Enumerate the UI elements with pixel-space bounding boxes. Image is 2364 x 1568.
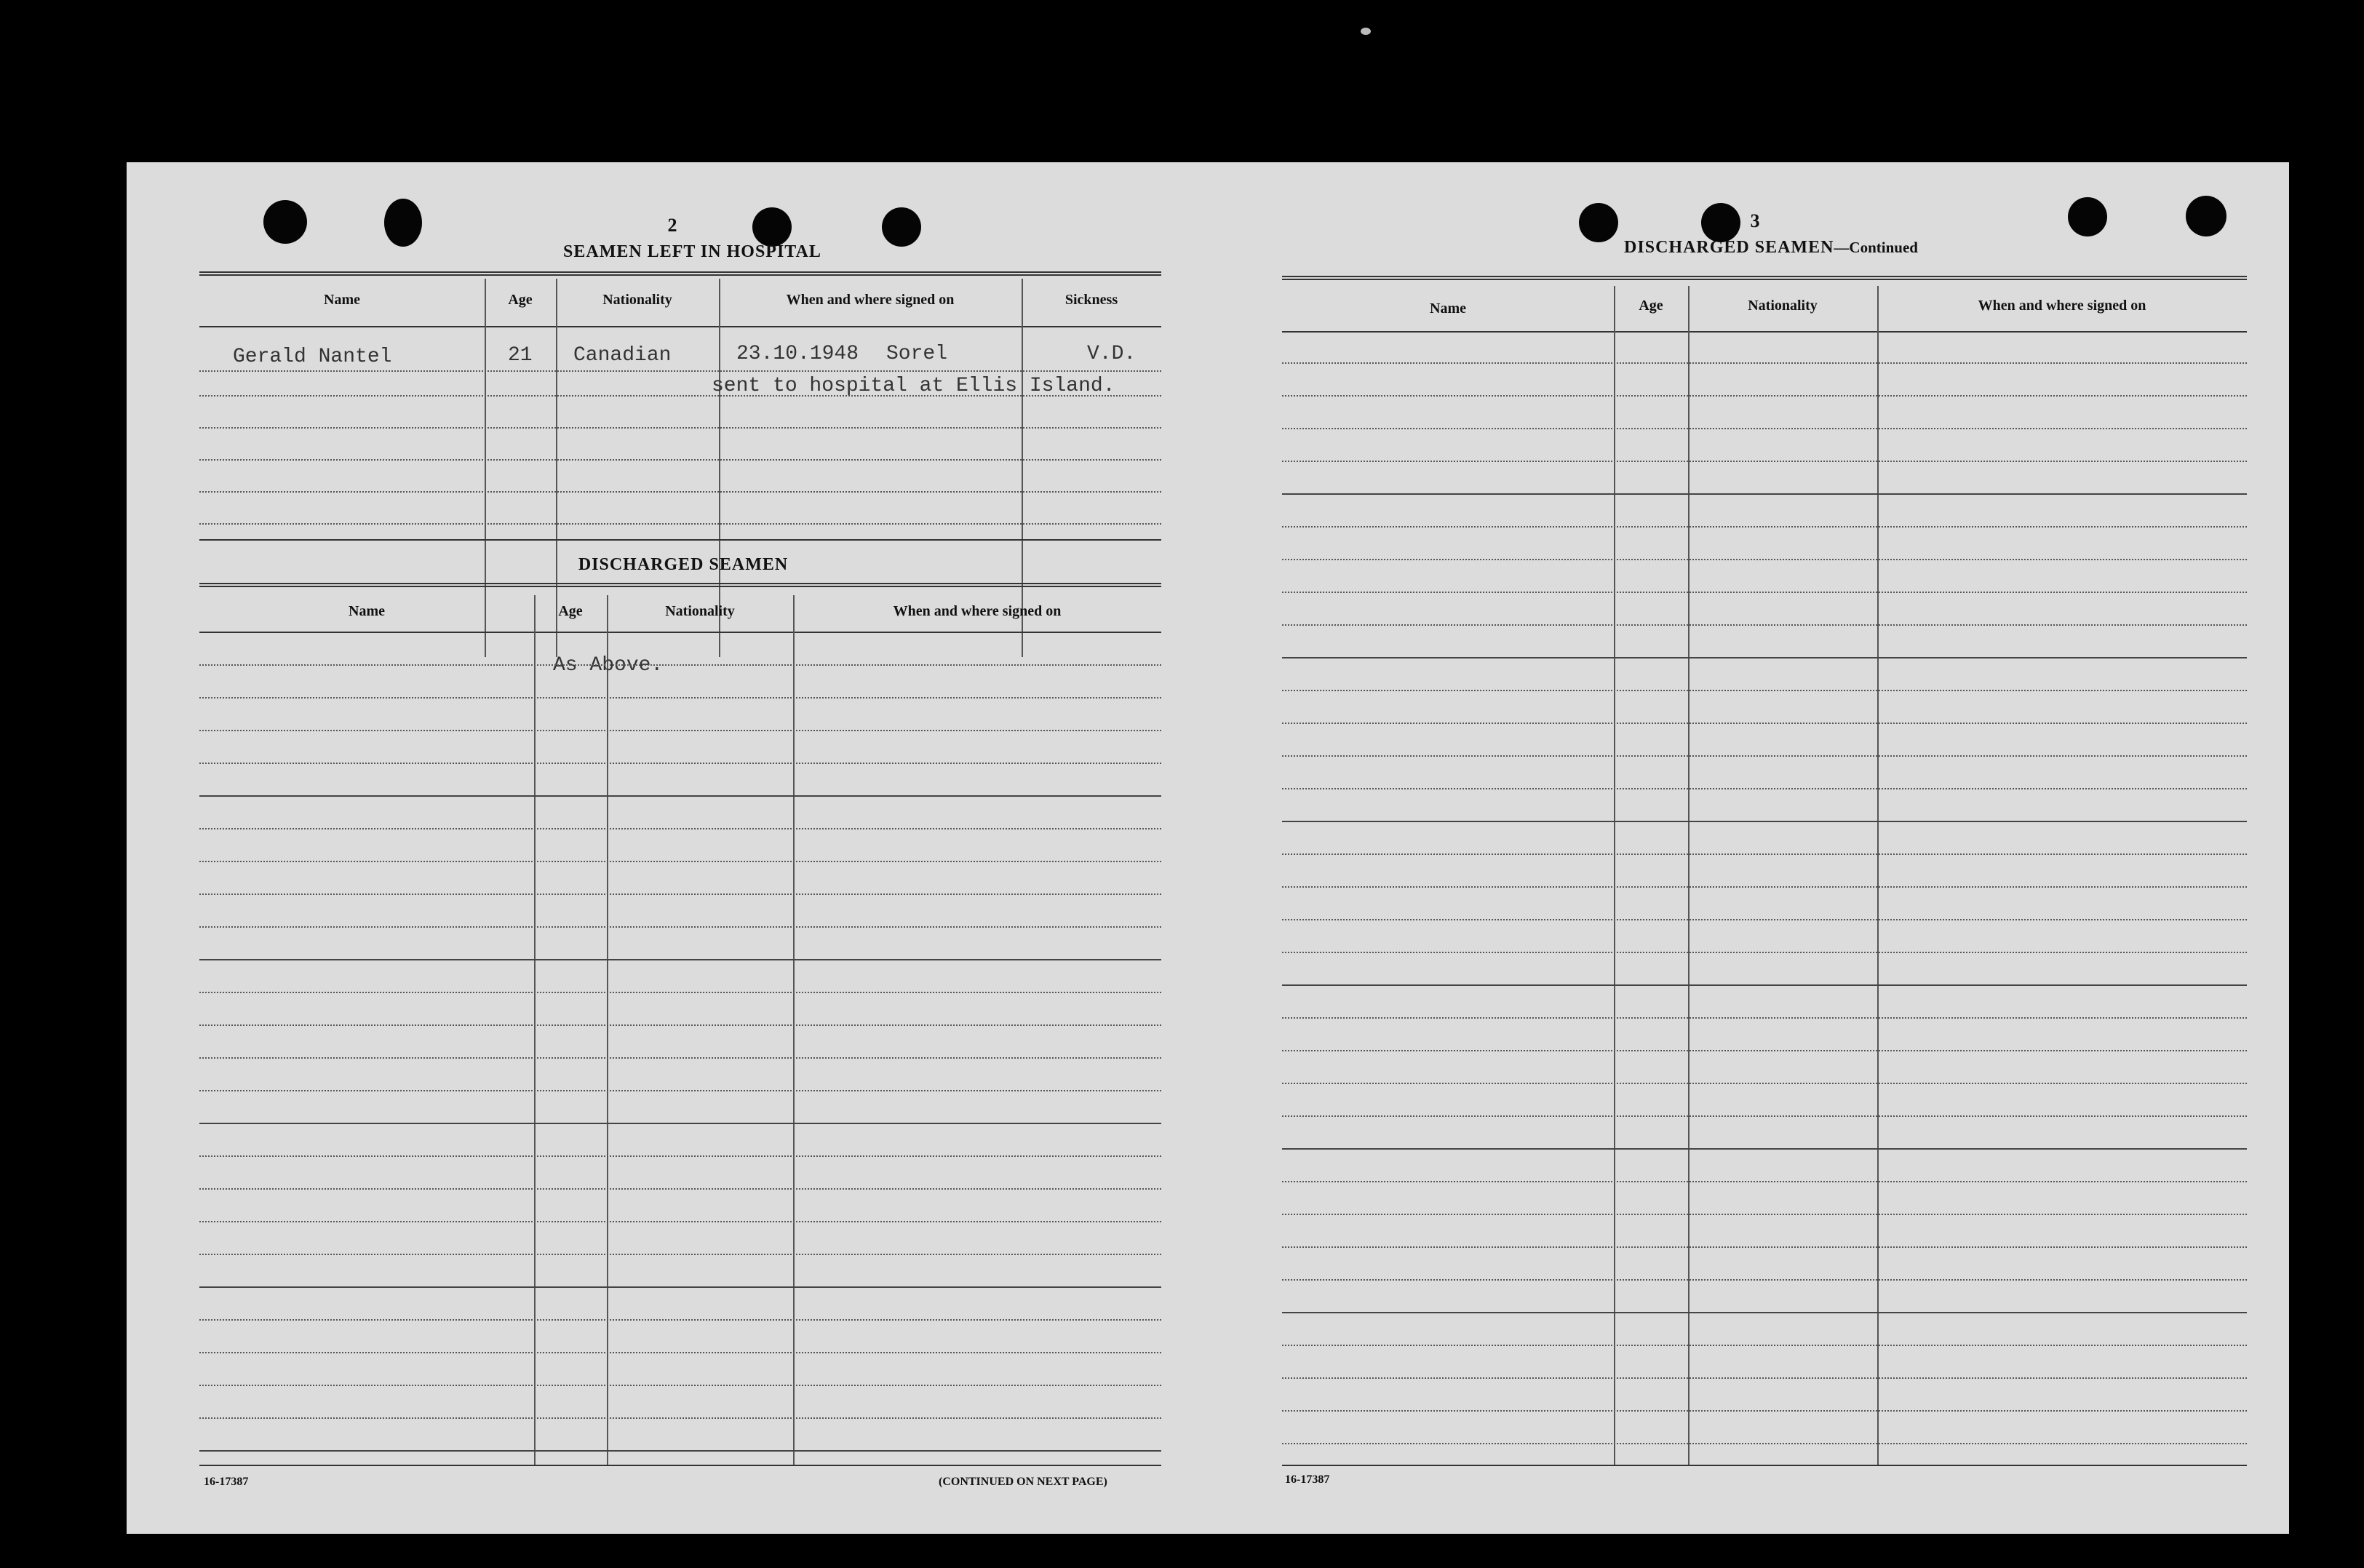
col-header-age: Age: [1639, 298, 1663, 314]
col-header-name: Name: [324, 292, 360, 308]
punch-hole: [263, 200, 307, 244]
table-row: [1282, 886, 2247, 888]
left-page: [127, 162, 1218, 1534]
table-row: [199, 1123, 1161, 1124]
table-row: [199, 1286, 1161, 1288]
entry-signed-on-date: 23.10.1948: [736, 343, 859, 365]
table-bottom-rule: [199, 539, 1161, 541]
table-row: [199, 992, 1161, 993]
table-row: [199, 1352, 1161, 1353]
table-row: [199, 697, 1161, 699]
table-row: [1282, 362, 2247, 364]
punch-hole: [752, 207, 792, 247]
punch-hole: [1701, 203, 1740, 242]
table-row: [1282, 1312, 2247, 1313]
table-row: [1282, 690, 2247, 691]
column-divider: [556, 279, 557, 657]
col-header-name: Name: [349, 603, 385, 619]
form-number: 16-17387: [204, 1476, 249, 1488]
table-row: [1282, 984, 2247, 986]
table-row: [199, 730, 1161, 731]
table-row: [199, 1221, 1161, 1222]
table-row: [1282, 526, 2247, 528]
table-row: [1282, 657, 2247, 658]
table-row: [1282, 559, 2247, 560]
col-header-nationality: Nationality: [1748, 298, 1818, 314]
entry-age: 21: [508, 344, 533, 367]
table-row: [199, 491, 1161, 493]
discharged-entry-note: As Above.: [553, 654, 664, 677]
top-speck: [1361, 28, 1371, 35]
table-row: [199, 370, 1161, 372]
table-row: [199, 795, 1161, 797]
table-row: [199, 861, 1161, 862]
table-bottom-rule: [1282, 1465, 2247, 1466]
table-row: [1282, 1083, 2247, 1084]
column-divider: [534, 595, 536, 1465]
table-row: [199, 1417, 1161, 1419]
table-row: [199, 427, 1161, 429]
column-divider: [485, 279, 486, 657]
title-suffix: —Continued: [1834, 239, 1918, 256]
table-row: [1282, 395, 2247, 397]
table-row: [199, 1024, 1161, 1026]
table-row: [199, 1385, 1161, 1386]
title-text: DISCHARGED SEAMEN: [1624, 238, 1834, 257]
entry-signed-on-place: Sorel: [886, 343, 948, 365]
header-rule: [199, 326, 1161, 327]
discharged-continued-title: [1611, 238, 1931, 258]
entry-name: Gerald Nantel: [233, 346, 392, 368]
table-row: [199, 1188, 1161, 1190]
col-header-nationality: Nationality: [602, 292, 672, 308]
col-header-nationality: Nationality: [665, 603, 735, 619]
form-number: 16-17387: [1285, 1473, 1330, 1486]
table-row: [1282, 1246, 2247, 1248]
table-row: [1282, 952, 2247, 953]
column-divider: [719, 279, 720, 657]
entry-sickness: V.D.: [1087, 343, 1137, 365]
page-number: 3: [1750, 210, 1760, 231]
right-page: [1218, 162, 2289, 1534]
table-row: [199, 828, 1161, 829]
column-divider: [1877, 286, 1879, 1465]
table-row: [199, 1254, 1161, 1255]
col-header-age: Age: [508, 292, 533, 308]
column-divider: [793, 595, 795, 1465]
table-row: [199, 763, 1161, 764]
table-row: [1282, 493, 2247, 495]
table-row: [1282, 1148, 2247, 1150]
table-row: [1282, 788, 2247, 789]
table-row: [1282, 723, 2247, 724]
column-divider: [1688, 286, 1690, 1465]
table-row: [1282, 1443, 2247, 1444]
column-divider: [1022, 279, 1023, 657]
table-row: [1282, 461, 2247, 462]
table-row: [1282, 624, 2247, 626]
table-row: [1282, 1410, 2247, 1412]
table-row: [1282, 1377, 2247, 1379]
discharged-section-title: DISCHARGED SEAMEN: [578, 555, 789, 574]
punch-hole: [384, 199, 422, 247]
table-row: [1282, 1050, 2247, 1051]
table-row: [1282, 1017, 2247, 1019]
hospital-section-title: SEAMEN LEFT IN HOSPITAL: [563, 242, 821, 261]
entry-nationality: Canadian: [573, 344, 672, 367]
table-row: [1282, 1279, 2247, 1281]
col-header-when-where: When and where signed on: [893, 603, 1062, 619]
punch-hole: [2068, 197, 2107, 236]
table-row: [1282, 1115, 2247, 1117]
table-row: [199, 926, 1161, 928]
table-top-rule: [1282, 276, 2247, 280]
column-divider: [1614, 286, 1615, 1465]
col-header-age: Age: [558, 603, 583, 619]
header-rule: [199, 632, 1161, 633]
table-row: [1282, 755, 2247, 757]
table-row: [1282, 592, 2247, 593]
table-row: [1282, 1345, 2247, 1346]
table-row: [199, 523, 1161, 525]
punch-hole: [882, 207, 921, 247]
table-top-rule: [199, 583, 1161, 587]
page-number: 2: [667, 215, 677, 236]
table-row: [1282, 428, 2247, 429]
table-bottom-rule: [199, 1465, 1161, 1466]
table-row: [199, 1155, 1161, 1157]
table-row: [1282, 1214, 2247, 1215]
ledger-sheet: [127, 162, 2289, 1534]
punch-hole: [2186, 196, 2226, 236]
table-row: [199, 459, 1161, 461]
table-row: [199, 664, 1161, 666]
table-top-rule: [199, 271, 1161, 276]
column-divider: [607, 595, 608, 1465]
col-header-when-where: When and where signed on: [786, 292, 955, 308]
table-row: [199, 1057, 1161, 1059]
col-header-when-where: When and where signed on: [1978, 298, 2146, 314]
col-header-name: Name: [1430, 301, 1466, 317]
table-row: [1282, 1181, 2247, 1182]
table-row: [199, 1319, 1161, 1321]
table-row: [199, 894, 1161, 895]
entry-note: sent to hospital at Ellis Island.: [712, 375, 1115, 397]
table-row: [199, 1090, 1161, 1091]
table-row: [1282, 919, 2247, 920]
table-row: [1282, 821, 2247, 822]
continued-note: (CONTINUED ON NEXT PAGE): [939, 1476, 1107, 1488]
table-row: [1282, 853, 2247, 855]
punch-hole: [1579, 203, 1618, 242]
table-row: [199, 959, 1161, 960]
col-header-sickness: Sickness: [1064, 292, 1118, 308]
header-rule: [1282, 331, 2247, 333]
table-row: [199, 1450, 1161, 1452]
